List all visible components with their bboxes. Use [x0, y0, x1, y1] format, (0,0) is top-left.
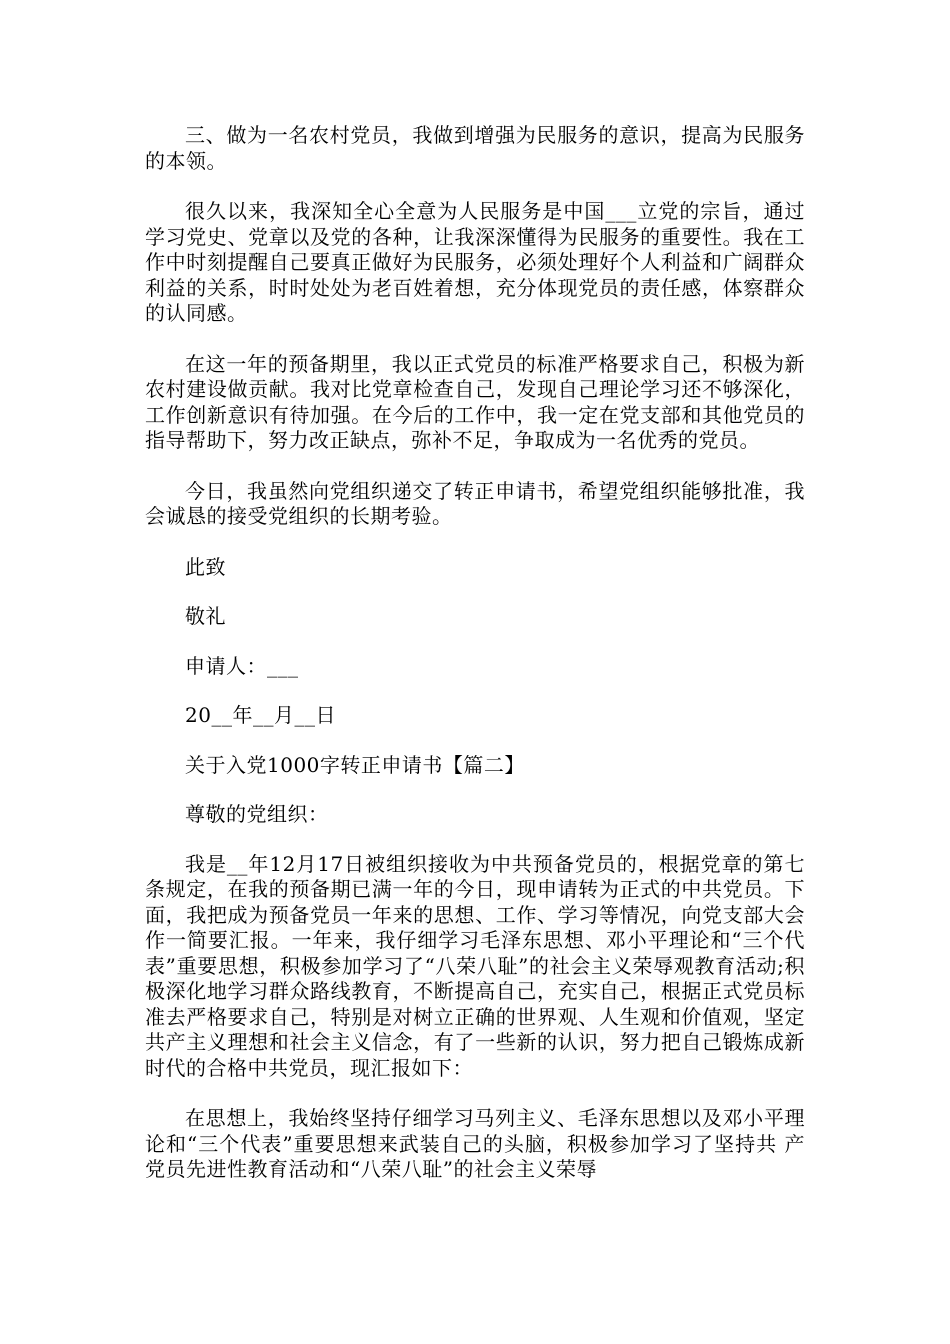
paragraph-3: 在这一年的预备期里，我以正式党员的标准严格要求自己，积极为新农村建设做贡献。我对比党章检查自己，发现自己理论学习还不够深化，工作创新意识有待加强。在今后的工作中，我一定在党支部和其他党员的指导帮助下，努力改正缺点，弥补不足，争取成为一名优秀的党员。 — [145, 351, 805, 452]
paragraph-5: 我是__年12月17日被组织接收为中共预备党员的，根据党章的第七条规定，在我的预备期已满一年的今日，现申请转为正式的中共党员。下面，我把成为预备党员一年来的思想、工作、学习等情况，向党支部大会作一简要汇报。一年来，我仔细学习毛泽东思想、邓小平理论和“三个代表”重要思想，积极参加学习了“八荣八耻”的社会主义荣辱观教育活动;积极深化地学习群众路线教育，不断提高自己，充实自己，根据正式党员标准去严格要求自己，特别是对树立正确的世界观、人生观和价值观，坚定共产主义理想和社会主义信念，有了一些新的认识，努力把自己锻炼成新时代的合格中共党员，现汇报如下： — [145, 851, 805, 1080]
document-body — [145, 123, 805, 1208]
paragraph-1: 三、做为一名农村党员，我做到增强为民服务的意识，提高为民服务的本领。 — [145, 123, 805, 173]
paragraph-6: 在思想上，我始终坚持仔细学习马列主义、毛泽东思想以及邓小平理论和“三个代表”重要思想来武装自己的头脑，积极参加学习了坚持共 产党员先进性教育活动和“八荣八耻”的社会主义荣辱 — [145, 1106, 805, 1181]
greeting: 尊敬的党组织： — [185, 802, 329, 826]
paragraph-2: 很久以来，我深知全心全意为人民服务是中国___立党的宗旨，通过学习党史、党章以及党的各种，让我深深懂得为民服务的重要性。我在工作中时刻提醒自己要真正做好为民服务，必须处理好个人利益和广阔群众利益的关系，时时处处为老百姓着想，充分体现党员的责任感，体察群众的认同感。 — [145, 199, 805, 325]
date-line: 20__年__月__日 — [185, 703, 336, 727]
section-title: 关于入党1000字转正申请书【篇二】 — [185, 752, 525, 777]
closing-salutation: 此致 — [185, 554, 226, 579]
paragraph-4: 今日，我虽然向党组织递交了转正申请书，希望党组织能够批准，我会诚恳的接受党组织的长期考验。 — [145, 478, 805, 528]
closing-regards: 敬礼 — [185, 604, 226, 628]
applicant-line: 申请人：___ — [185, 653, 299, 678]
